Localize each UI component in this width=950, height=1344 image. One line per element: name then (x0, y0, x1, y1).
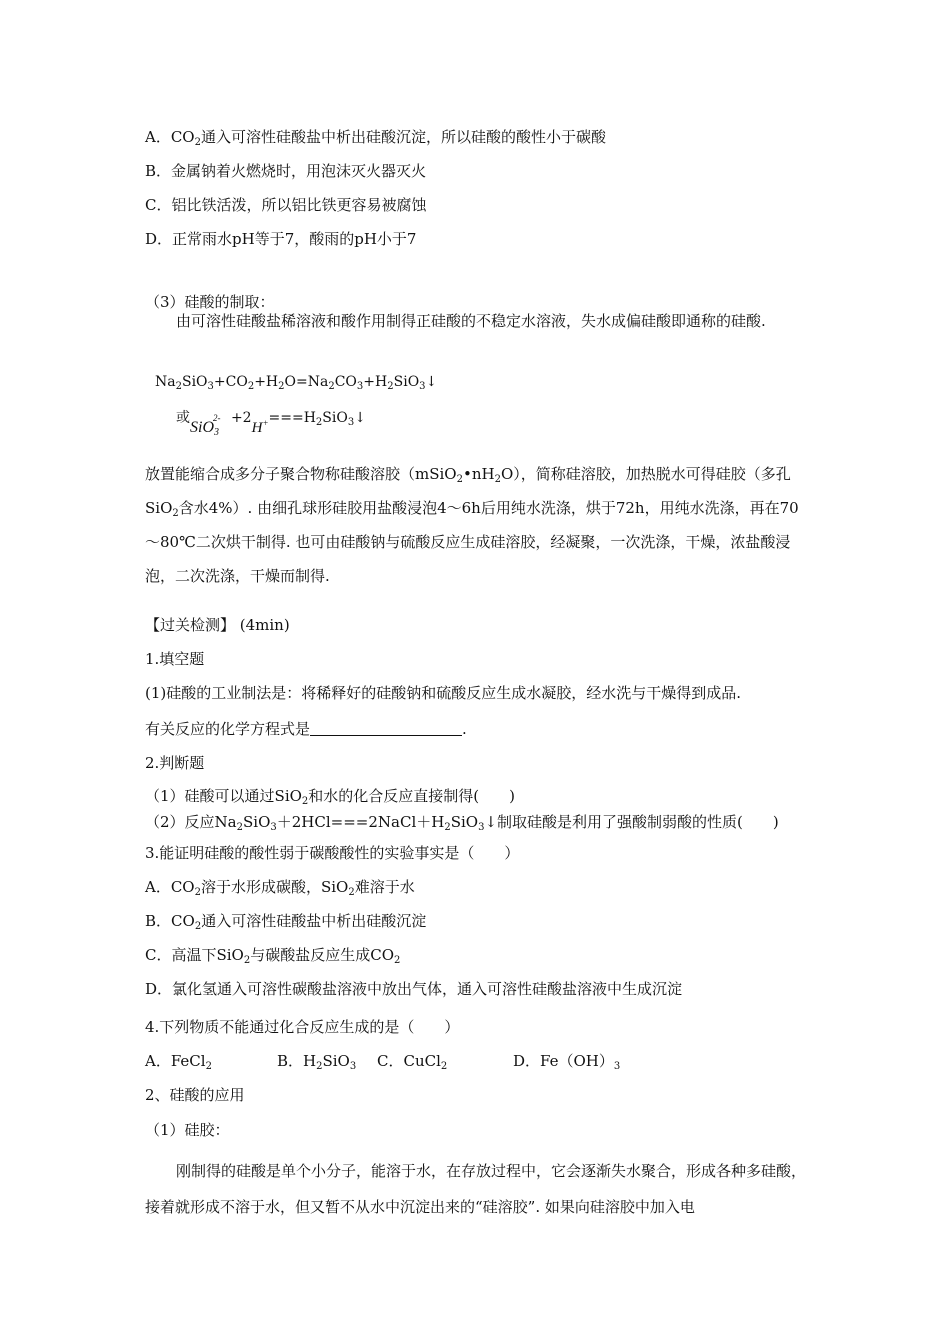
answer-blank[interactable] (310, 720, 462, 736)
equation-1: $Na_2SiO_3+CO_2+H_2O=Na_2CO_3+H_2SiO_3↓$ (155, 374, 438, 392)
option-a: A．$CO_2$通入可溶性硅酸盐中析出硅酸沉淀，所以硅酸的酸性小于碳酸 (145, 128, 606, 148)
q2-item-2: （2）反应$Na_2SiO_3+2HCl===2NaCl+H_2SiO_3↓$制取硅酸是利用了强酸制弱酸的性质( ) (145, 813, 779, 833)
q1-title: 1.填空题 (145, 650, 205, 668)
q4-option-b: B．$H_2SiO_3$ (277, 1052, 357, 1072)
q3-option-a: A．$CO_2$溶于水形成碳酸，SiO$_2$难溶于水 (145, 878, 415, 898)
option-c: C．铝比铁活泼，所以铝比铁更容易被腐蚀 (145, 196, 427, 214)
q1-equation-line: 有关反应的化学方程式是 . (145, 720, 467, 738)
q4-title: 4.下列物质不能通过化合反应生成的是（ ） (145, 1018, 460, 1036)
silica-gel-paragraph: 放置能缩合成多分子聚合物称硅酸溶胶$(mSiO_2•nH_2O)$，简称硅溶胶，加热脱水可得硅胶（多孔 SiO$_2$含水4%）. 由细孔球形硅胶用盐酸浸泡4～6h后用纯水洗涤，烘于72h，用纯水洗涤，再在70～80℃二次烘干制得. 也可由硅酸钠与硫酸反应生成硅溶胶，经凝聚，一次洗涤，干燥，浓盐酸浸泡，二次洗涤，干燥而制得. (145, 465, 799, 585)
q3-option-d: D．氯化氢通入可溶性碳酸盐溶液中放出气体，通入可溶性硅酸盐溶液中生成沉淀 (145, 980, 683, 998)
q4-option-a: A．FeCl$_2$ (145, 1052, 212, 1072)
q2-title: 2.判断题 (145, 754, 205, 772)
q4-option-c: C．CuCl$_2$ (377, 1052, 448, 1072)
q3-option-b: B．$CO_2$通入可溶性硅酸盐中析出硅酸沉淀 (145, 912, 427, 932)
section-3-paragraph: 由可溶性硅酸盐稀溶液和酸作用制得正硅酸的不稳定水溶液，失水成偏硅酸即通称的硅酸. (176, 312, 766, 330)
section-2-1-title: （1）硅胶： (145, 1121, 230, 1139)
option-d: D．正常雨水pH等于7，酸雨的pH小于7 (145, 230, 417, 248)
q1-text: (1)硅酸的工业制法是：将稀释好的硅酸钠和硫酸反应生成水凝胶，经水洗与干燥得到成品. (145, 684, 742, 702)
equation-2: 或$SiO_3^{2-} +2H^+===H_2SiO_3↓$ (176, 410, 366, 438)
q4-option-d: D．$Fe(OH)_3$ (513, 1052, 621, 1072)
q2-item-1: （1）硅酸可以通过SiO$_2$和水的化合反应直接制得( ) (145, 787, 516, 807)
section-2-paragraph: 刚制得的硅酸是单个小分子，能溶于水，在存放过程中，它会逐渐失水聚合，形成各种多硅酸，接着就形成不溶于水，但又暂不从水中沉淀出来的“硅溶胶”. 如果向硅溶胶中加入电 (145, 1162, 807, 1216)
q3-option-c: C．高温下SiO$_2$与碳酸盐反应生成$CO_2$ (145, 946, 401, 966)
section-2-title: 2、硅酸的应用 (145, 1086, 245, 1104)
section-3-title: （3）硅酸的制取： (145, 293, 275, 311)
check-title: 【过关检测】 (4min) (145, 616, 290, 634)
silicate-ion: SiO$_3^{2-}$ (190, 412, 221, 438)
q3-title: 3.能证明硅酸的酸性弱于碳酸酸性的实验事实是（ ） (145, 844, 520, 862)
hydrogen-ion: H+ (251, 418, 269, 436)
option-b: B．金属钠着火燃烧时，用泡沫灭火器灭火 (145, 162, 427, 180)
q4-options (145, 1051, 645, 1073)
